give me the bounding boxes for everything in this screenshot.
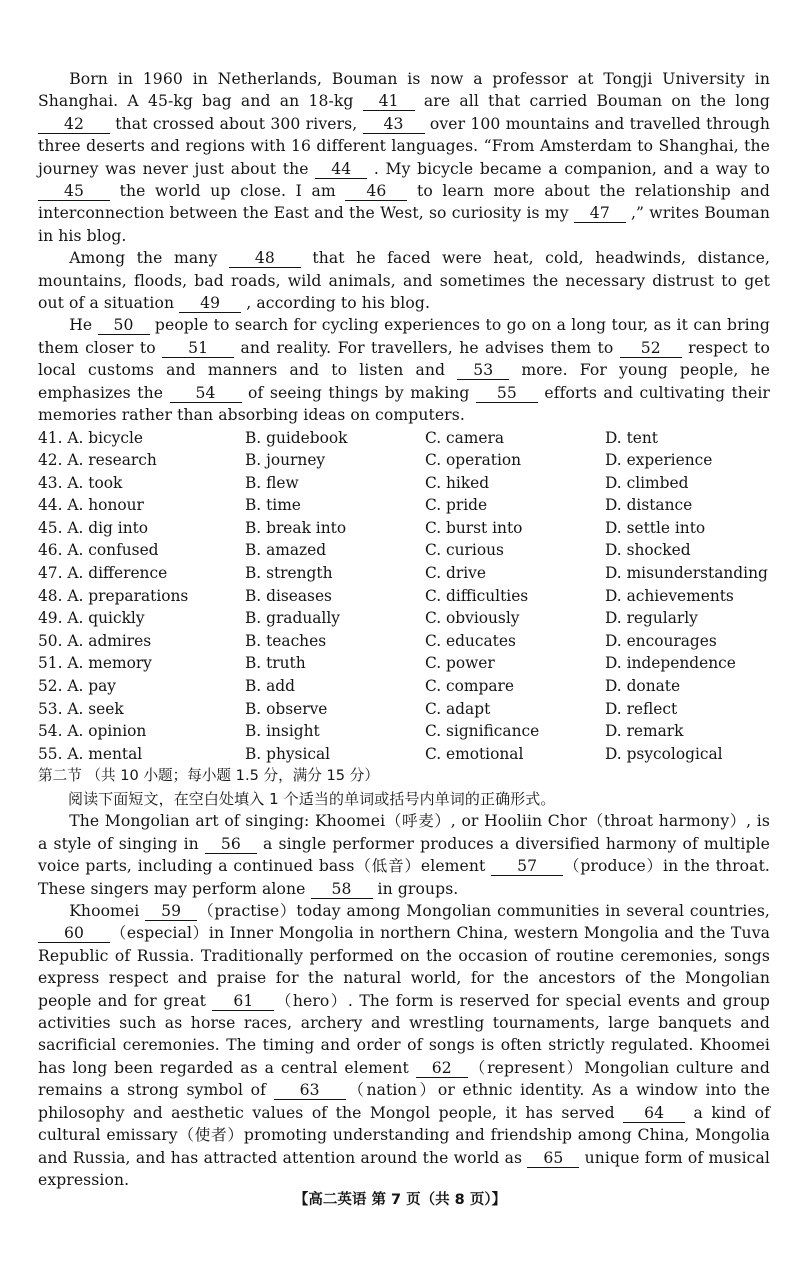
option-row: 46. A. confused B. amazed C. curious D. shocked: [38, 541, 691, 560]
paragraph-text: over 100 mountains and travelled through three deserts and regions with 16 different languages. “From Amsterdam to Shanghai, the journey was never just about the: [38, 114, 770, 178]
answer-blank-62: 62: [416, 1059, 468, 1078]
option-row: 47. A. difference B. strength C. drive D. misunderstanding: [38, 564, 768, 583]
paragraph-text: （practise）today among Mongolian communities in several countries,: [197, 902, 770, 921]
paragraph-text: that crossed about 300 rivers,: [110, 114, 363, 133]
paragraph-text: He: [69, 316, 98, 335]
option-row: 49. A. quickly B. gradually C. obviously D. regularly: [38, 609, 698, 628]
paragraph-text: a kind of cultural emissary（使者）promoting understanding and friendship among China, Mongolia and Russia, and has attracted attention around the world as: [38, 1103, 771, 1167]
paragraph-text: that he faced were heat, cold, headwinds, distance, mountains, floods, bad roads, wild animals, and sometimes the necessary distrust to get out of a situation: [38, 249, 770, 313]
section2-title: 第二节 （共 10 小题；每小题 1.5 分，满分 15 分）: [38, 767, 379, 785]
paragraph-text: （nation）or ethnic identity. As a window into the philosophy and aesthetic values of the Mongol people, it has served: [38, 1081, 770, 1122]
paragraph-text: of seeing things by making: [241, 383, 476, 402]
option-row: 43. A. took B. flew C. hiked D. climbed: [38, 473, 689, 492]
answer-blank-46: 46: [345, 182, 407, 201]
paragraph-text: people to search for cycling experiences to go on a long tour, as it can bring them closer to: [38, 316, 770, 357]
answer-blank-55: 55: [476, 384, 538, 403]
passage1-paragraph3: [38, 314, 770, 426]
passage1-paragraph1: [38, 68, 770, 247]
option-row: 54. A. opinion B. insight C. significance D. remark: [38, 722, 684, 741]
answer-blank-49: 49: [179, 294, 241, 313]
paragraph-text: （especial）in Inner Mongolia in northern China, western Mongolia and the Tuva Republic of Russia. Traditionally performed on the occasion of routine ceremonies, songs express respect and praise for the natural world, for the ancestors of the Mongolian people and for great: [38, 924, 770, 1010]
passage1-paragraph2: [38, 247, 770, 314]
paragraph-text: . My bicycle became a companion, and a way to: [367, 159, 770, 178]
answer-blank-59: 59: [145, 902, 197, 921]
paragraph-text: Born in 1960 in Netherlands, Bouman is now a professor at Tongji University in Shanghai. A 45-kg bag and an 18-kg: [38, 70, 770, 111]
paragraph-text: to learn more about the relationship and interconnection between the East and the West, so curiosity is my: [38, 182, 771, 223]
paragraph-text: in groups.: [372, 879, 459, 898]
option-row: 52. A. pay B. add C. compare D. donate: [38, 677, 681, 696]
answer-blank-60: 60: [38, 924, 110, 943]
answer-blank-41: 41: [363, 92, 415, 111]
answer-blank-54: 54: [170, 384, 242, 403]
answer-blank-65: 65: [527, 1149, 579, 1168]
paragraph-text: ,” writes Bouman in his blog.: [38, 204, 770, 245]
paragraph-text: more. For young people, he emphasizes the: [38, 361, 770, 402]
answer-blank-50: 50: [98, 316, 150, 335]
paragraph-text: Among the many: [69, 249, 229, 268]
answer-blank-56: 56: [205, 835, 257, 854]
paragraph-text: and reality. For travellers, he advises them to: [234, 338, 620, 357]
answer-blank-45: 45: [38, 182, 110, 201]
answer-blank-48: 48: [229, 249, 301, 268]
option-row: 42. A. research B. journey C. operation D. experience: [38, 451, 713, 470]
paragraph-text: efforts and cultivating their memories rather than absorbing ideas on computers.: [38, 383, 770, 425]
paragraph-text: the world up close. I am: [110, 182, 346, 201]
option-row: 55. A. mental B. physical C. emotional D. psycological: [38, 744, 723, 763]
paragraph-text: unique form of musical expression.: [38, 1148, 770, 1189]
passage2-paragraph2: [38, 900, 770, 1191]
option-row: 51. A. memory B. truth C. power D. independence: [38, 654, 736, 673]
paragraph-text: （produce）in the throat. These singers may perform alone: [38, 857, 770, 898]
paragraph-text: （hero）. The form is reserved for special events and group activities such as horse races, archery and wrestling tournaments, large banquets and sacrificial ceremonies. The timing and order of songs is often strictly regulated. Khoomei has long been regarded as a central element: [38, 991, 770, 1077]
answer-blank-52: 52: [620, 339, 682, 358]
option-row: 48. A. preparations B. diseases C. difficulties D. achievements: [38, 586, 734, 605]
paragraph-text: The Mongolian art of singing: Khoomei（呼麦）, or Hooliin Chor（throat harmony）, is a style of singing in: [38, 812, 770, 853]
option-row: 41. A. bicycle B. guidebook C. camera D. tent: [38, 428, 658, 447]
section2-instruction: 阅读下面短文，在空白处填入 1 个适当的单词或括号内单词的正确形式。: [68, 790, 556, 808]
answer-blank-43: 43: [363, 115, 425, 134]
paragraph-text: respect to local customs and manners and to listen and: [38, 338, 770, 380]
paragraph-text: Khoomei: [69, 902, 146, 921]
page-footer: 【高二英语 第 7 页（共 8 页）】: [293, 1192, 507, 1208]
answer-blank-63: 63: [274, 1081, 346, 1100]
option-row: 53. A. seek B. observe C. adapt D. reflect: [38, 699, 678, 718]
answer-blank-61: 61: [212, 992, 274, 1011]
paragraph-text: , according to his blog.: [241, 294, 430, 313]
option-row: 45. A. dig into B. break into C. burst into D. settle into: [38, 518, 706, 537]
answer-blank-58: 58: [311, 880, 373, 899]
answer-blank-44: 44: [315, 160, 367, 179]
paragraph-text: （represent）Mongolian culture and remains a strong symbol of: [38, 1058, 770, 1100]
options-list: [38, 427, 770, 766]
answer-blank-51: 51: [162, 339, 234, 358]
paragraph-text: are all that carried Bouman on the long: [414, 92, 770, 111]
answer-blank-64: 64: [623, 1104, 685, 1123]
answer-blank-42: 42: [38, 115, 110, 134]
answer-blank-53: 53: [457, 361, 509, 380]
paragraph-text: a single performer produces a diversified harmony of multiple voice parts, including a continued bass（低音）element: [38, 834, 770, 876]
option-row: 50. A. admires B. teaches C. educates D. encourages: [38, 631, 717, 650]
option-row: 44. A. honour B. time C. pride D. distance: [38, 496, 693, 515]
passage2-paragraph1: [38, 810, 770, 900]
answer-blank-47: 47: [574, 204, 626, 223]
answer-blank-57: 57: [491, 857, 563, 876]
